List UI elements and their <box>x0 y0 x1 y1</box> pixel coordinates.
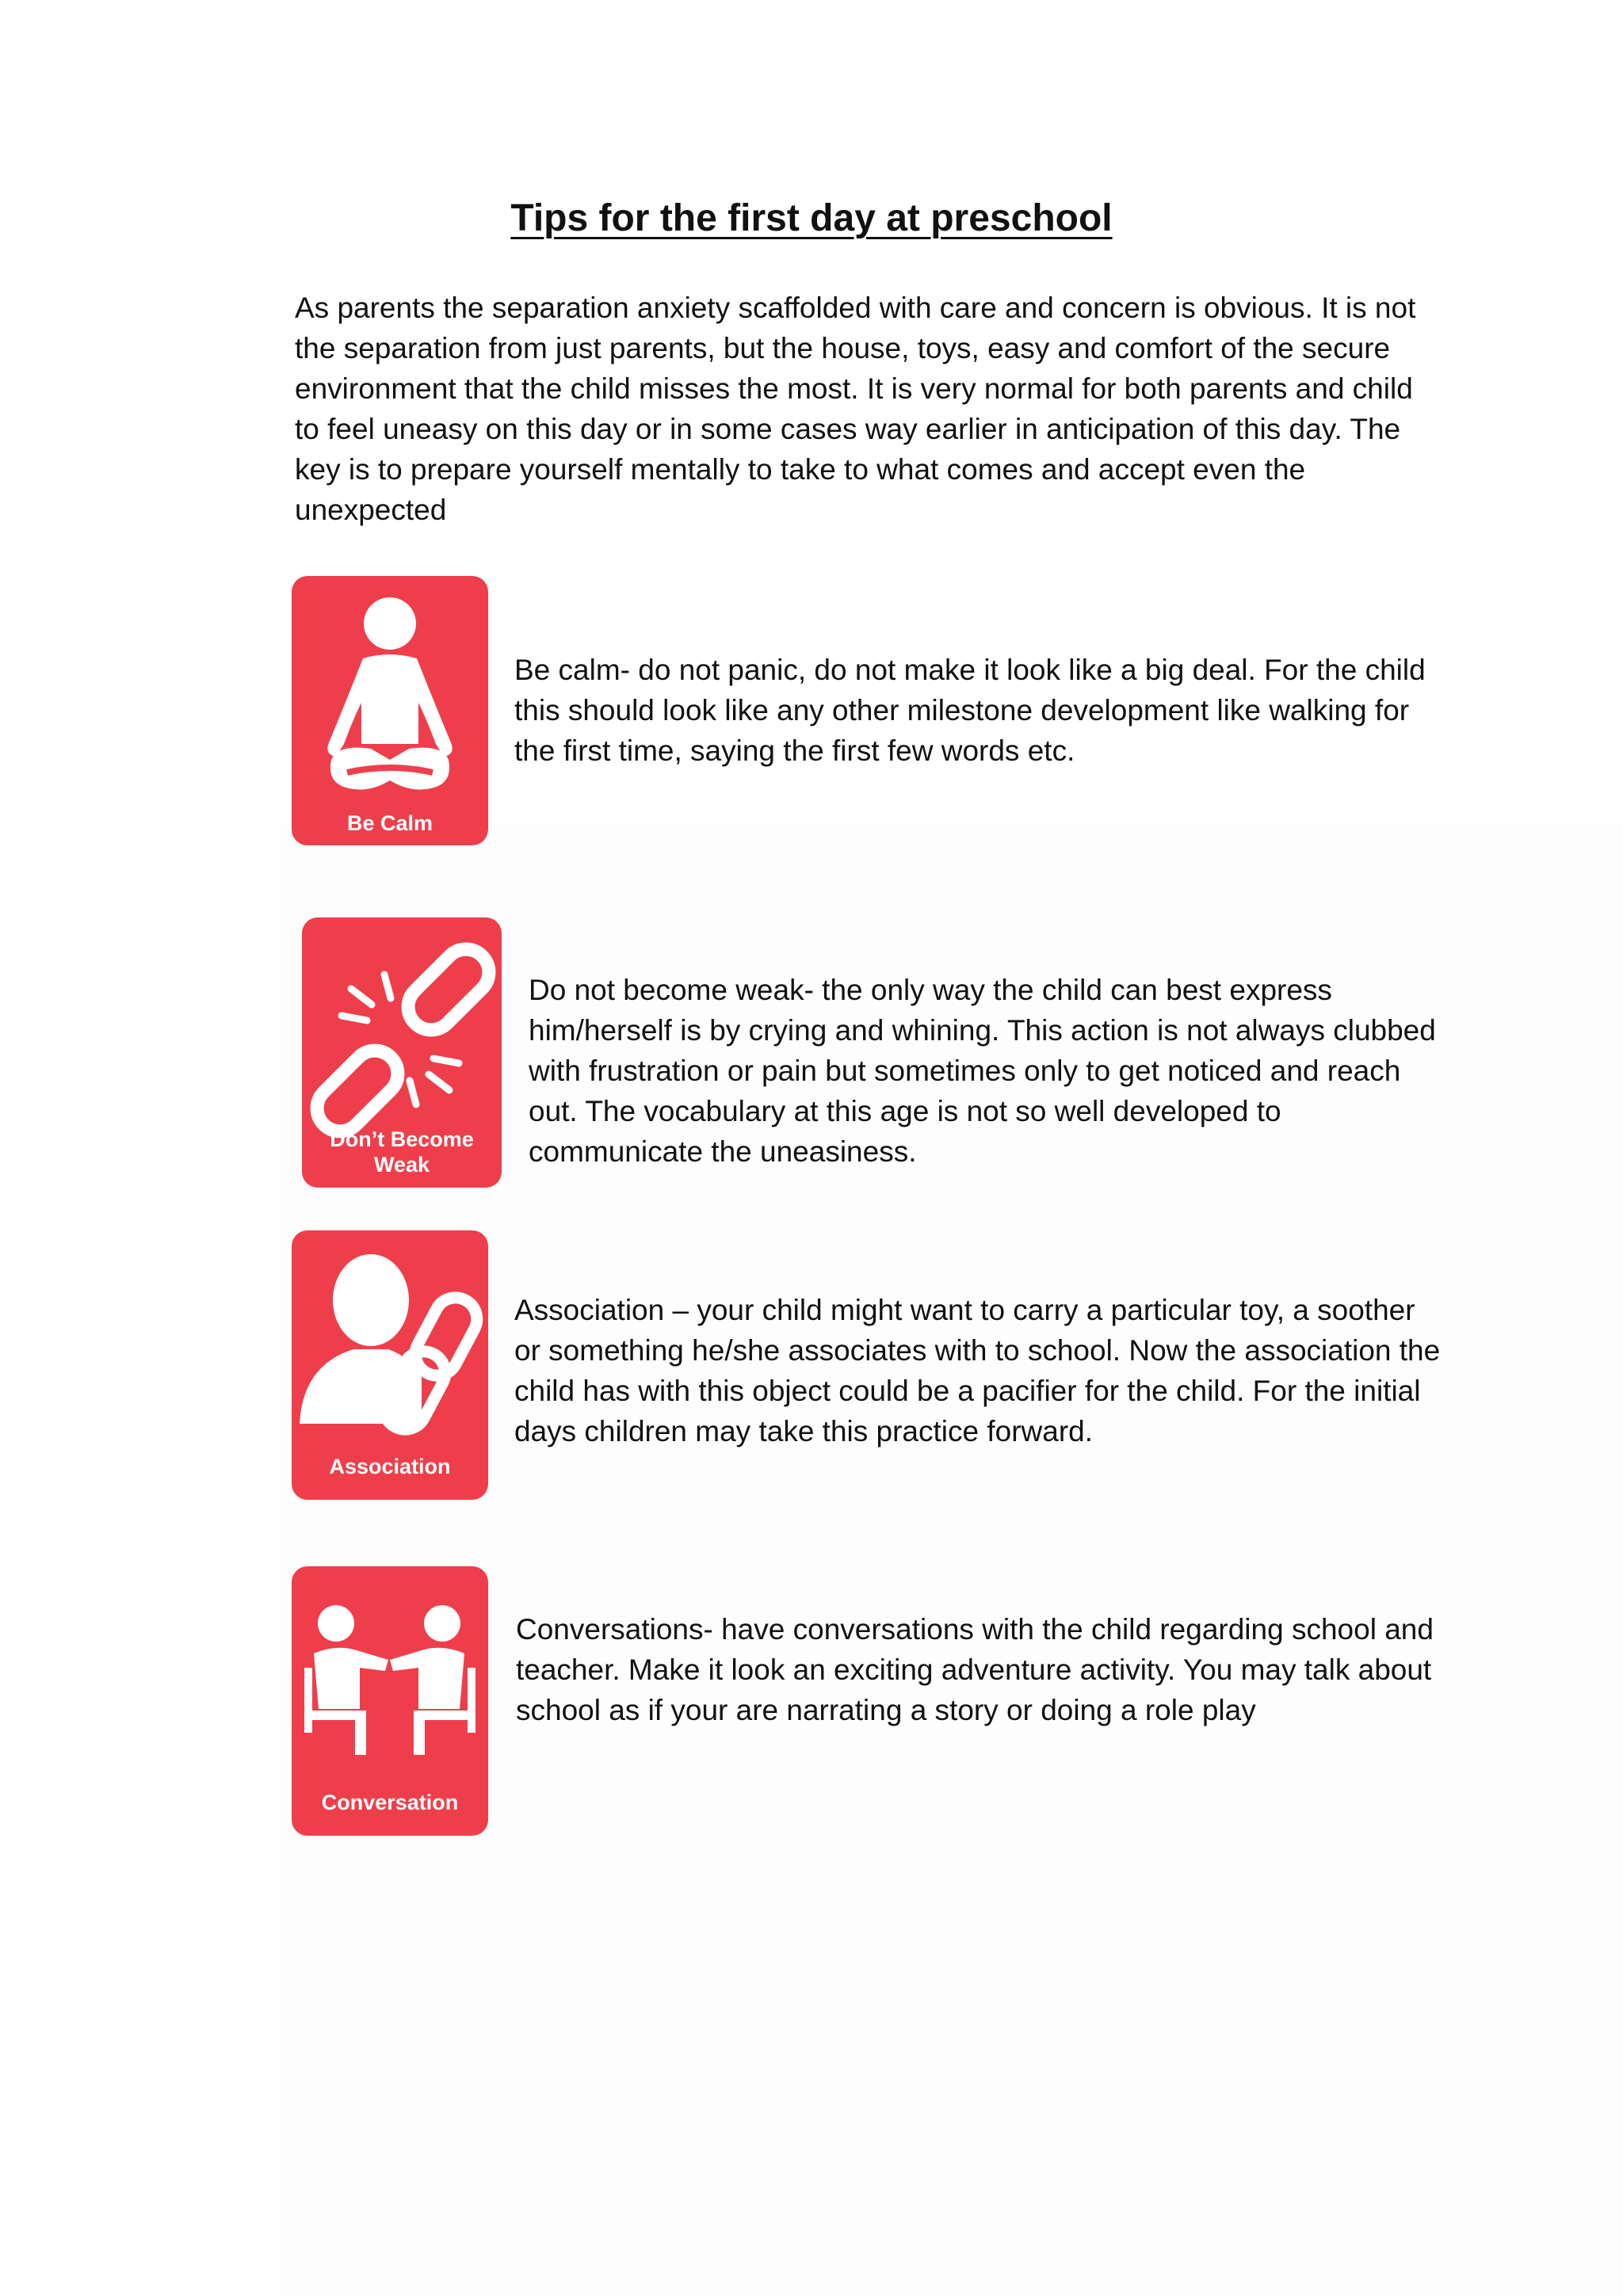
dont-become-weak-icon-label: Don’t Become Weak <box>330 1127 474 1177</box>
page-title: Tips for the first day at preschool <box>510 197 1113 239</box>
association-icon-tile <box>292 1230 488 1500</box>
conversation-tip-text: Conversations- have conversations with the child regarding school and teacher. Make it look an exciting adventure activity. You may talk about school as if your are narrating a story or doing a role play <box>516 1613 1434 1726</box>
association-icon-label: Association <box>329 1455 451 1478</box>
intro-paragraph: As parents the separation anxiety scaffolded with care and concern is obvious. It is not the separation from just parents, but the house, toys, easy and comfort of the secure environment that the child misses the most. It is very normal for both parents and child to feel uneasy on this day or in some cases way earlier in anticipation of this day. The key is to prepare yourself mentally to take to what comes and accept even the unexpected <box>295 292 1416 526</box>
be-calm-icon-tile <box>292 576 488 845</box>
conversation-icon-tile <box>292 1566 488 1836</box>
be-calm-tip-text: Be calm- do not panic, do not make it look like a big deal. For the child this should look like any other milestone development like walking for the first time, saying the first few words etc. <box>514 654 1426 767</box>
dont-become-weak-icon-tile <box>302 917 502 1188</box>
conversation-icon-label: Conversation <box>321 1791 459 1814</box>
be-calm-icon-label: Be Calm <box>346 811 433 835</box>
association-tip-text: Association – your child might want to carry a particular toy, a soother or something he/she associates with to school. Now the association the child has with this object could be a pacifier for the child. For the initial days children may take this practice forward. <box>514 1294 1441 1447</box>
dont-become-weak-tip-text: Do not become weak- the only way the child can best express him/herself is by crying and whining. This action is not always clubbed with frustration or pain but sometimes only to get noticed and reach out. The vocabulary at this age is not so well developed to communicate the uneasiness. <box>529 974 1436 1168</box>
meditating-person-icon <box>292 576 488 845</box>
